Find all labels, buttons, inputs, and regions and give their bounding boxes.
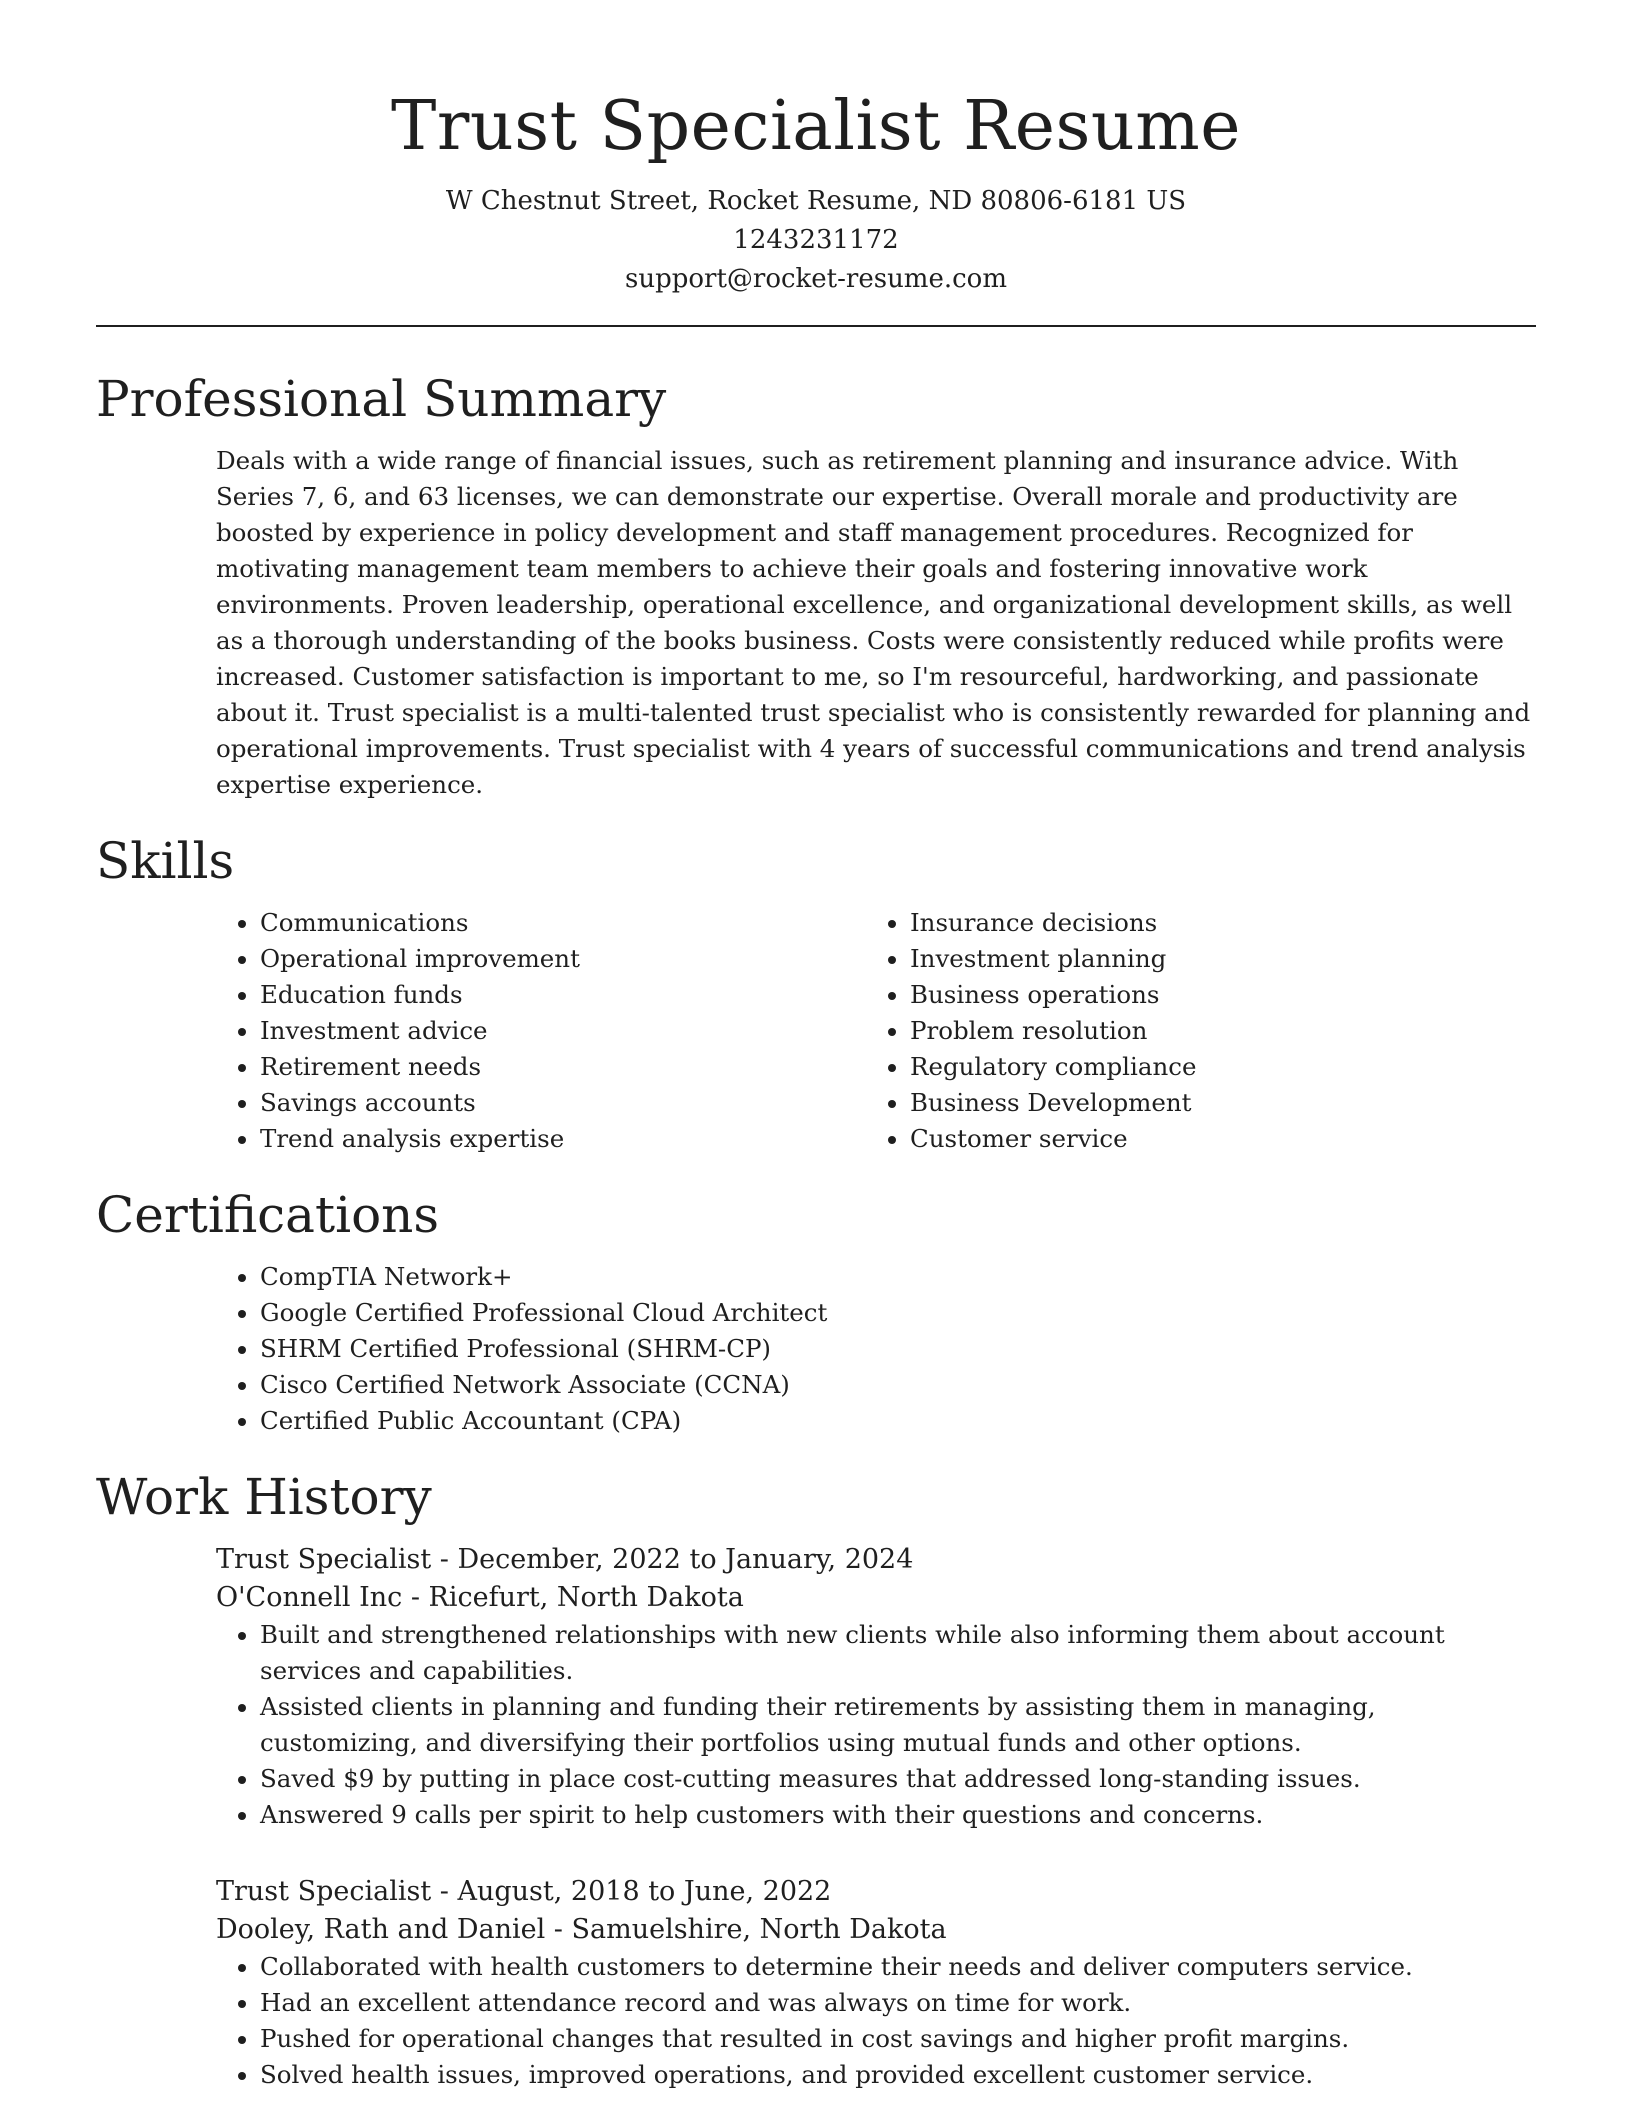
- job-title-line: [216, 1873, 1536, 1911]
- summary-heading: Professional Summary: [96, 370, 667, 428]
- job-company: O'Connell Inc: [216, 1582, 403, 1613]
- contact-address: W Chestnut Street, Rocket Resume, ND 80806-6181 US: [445, 186, 1187, 216]
- skill-item: • Operational improvement: [260, 941, 866, 977]
- summary-section: [96, 369, 1536, 803]
- job-dates: - December, 2022 to January, 2024: [431, 1544, 914, 1575]
- job-entry: [216, 1541, 1536, 1833]
- skill-item: • Education funds: [260, 977, 866, 1013]
- skill-item: • Insurance decisions: [910, 905, 1516, 941]
- skills-column-left: [216, 905, 866, 1157]
- certification-item: • CompTIA Network+: [260, 1259, 1536, 1295]
- skills-heading: Skills: [96, 832, 235, 890]
- job-bullet: • Had an excellent attendance record and was always on time for work.: [260, 1985, 1536, 2021]
- certification-item: • Certified Public Accountant (CPA): [260, 1403, 1536, 1439]
- skill-item: • Customer service: [910, 1121, 1516, 1157]
- skill-item: • Business operations: [910, 977, 1516, 1013]
- summary-body: [216, 443, 1536, 803]
- job-bullet: • Saved $9 by putting in place cost-cutting measures that addressed long-standing issues.: [260, 1761, 1536, 1797]
- job-bullet: • Built and strengthened relationships with new clients while also informing them about account services and capabilities.: [260, 1617, 1536, 1689]
- certifications-section: [96, 1185, 1536, 1439]
- skills-grid: [216, 905, 1536, 1157]
- work-history-heading: Work History: [96, 1468, 432, 1526]
- skills-body: [216, 905, 1536, 1157]
- contact-email: support@rocket-resume.com: [624, 264, 1007, 294]
- job-bullet: • Assisted clients in planning and funding their retirements by assisting them in managing, customizing, and diversifying their portfolios using mutual funds and other options.: [260, 1689, 1536, 1761]
- job-bullet: • Pushed for operational changes that resulted in cost savings and higher profit margins.: [260, 2021, 1536, 2057]
- job-company: Dooley, Rath and Daniel: [216, 1914, 546, 1945]
- job-bullet: • Collaborated with health customers to determine their needs and deliver computers service.: [260, 1949, 1536, 1985]
- job-location: - Samuelshire, North Dakota: [545, 1914, 947, 1945]
- skill-item: • Business Development: [910, 1085, 1516, 1121]
- job-title-line: [216, 1541, 1536, 1579]
- skill-item: • Communications: [260, 905, 866, 941]
- header-divider: [96, 325, 1536, 327]
- job-company-line: [216, 1579, 1536, 1617]
- job-bullets: [216, 1617, 1536, 1833]
- skills-section: [96, 831, 1536, 1157]
- skill-item: • Investment planning: [910, 941, 1516, 977]
- job-title: Trust Specialist: [216, 1544, 432, 1575]
- skill-item: • Trend analysis expertise: [260, 1121, 866, 1157]
- job-bullet: • Solved health issues, improved operations, and provided excellent customer service.: [260, 2057, 1536, 2093]
- job-bullets: [216, 1949, 1536, 2093]
- job-dates: - August, 2018 to June, 2022: [431, 1876, 832, 1907]
- job-bullet: • Answered 9 calls per spirit to help customers with their questions and concerns.: [260, 1797, 1536, 1833]
- work-history-section: [96, 1467, 1536, 2093]
- skill-item: • Retirement needs: [260, 1049, 866, 1085]
- resume-page: [96, 0, 1536, 2093]
- skills-column-right: [866, 905, 1516, 1157]
- skill-item: • Savings accounts: [260, 1085, 866, 1121]
- certifications-heading: Certifications: [96, 1186, 440, 1244]
- certifications-body: [216, 1259, 1536, 1439]
- job-company-line: [216, 1911, 1536, 1949]
- job-entry: [216, 1873, 1536, 2093]
- resume-header: [96, 0, 1536, 299]
- skill-item: • Investment advice: [260, 1013, 866, 1049]
- skill-item: • Regulatory compliance: [910, 1049, 1516, 1085]
- skill-item: • Problem resolution: [910, 1013, 1516, 1049]
- work-history-body: [216, 1541, 1536, 2093]
- contact-phone: 1243231172: [733, 225, 899, 255]
- certification-item: • SHRM Certified Professional (SHRM-CP): [260, 1331, 1536, 1367]
- certification-item: • Cisco Certified Network Associate (CCNA): [260, 1367, 1536, 1403]
- certification-item: • Google Certified Professional Cloud Architect: [260, 1295, 1536, 1331]
- summary-text: Deals with a wide range of financial issues, such as retirement planning and insurance advice. With Series 7, 6, and 63 licenses, we can demonstrate our expertise. Overall morale and productivity are boosted by experience in policy development and staff management procedures. Recognized for motivating management team members to achieve their goals and fostering innovative work environments. Proven leadership, operational excellence, and organizational development skills, as well as a thorough understanding of the books business. Costs were consistently reduced while profits were increased. Customer satisfaction is important to me, so I'm resourceful, hardworking, and passionate about it. Trust specialist is a multi-talented trust specialist who is consistently rewarded for planning and operational improvements. Trust specialist with 4 years of successful communications and trend analysis expertise experience.: [216, 446, 1531, 799]
- job-title: Trust Specialist: [216, 1876, 432, 1907]
- resume-title: Trust Specialist Resume: [391, 87, 1241, 166]
- job-location: - Ricefurt, North Dakota: [402, 1582, 744, 1613]
